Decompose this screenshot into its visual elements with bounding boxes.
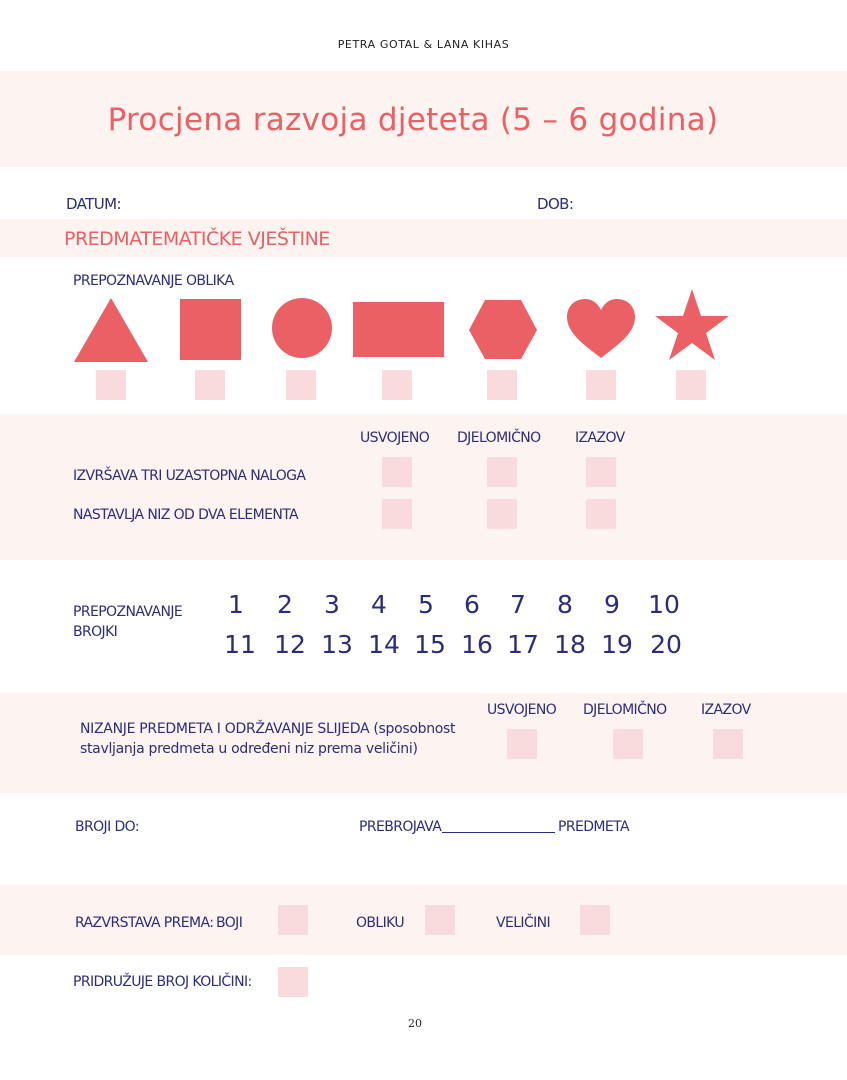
hexagon-shape bbox=[469, 300, 537, 359]
square-shape bbox=[180, 299, 241, 360]
sorting-checkbox-color[interactable] bbox=[278, 905, 308, 935]
seriation-checkbox-challenge[interactable] bbox=[713, 729, 743, 759]
number-3: 3 bbox=[324, 590, 340, 619]
shape-checkbox-hexagon[interactable] bbox=[487, 370, 517, 400]
number-11: 11 bbox=[224, 630, 256, 659]
date-label: DATUM: bbox=[66, 195, 121, 213]
shapes-label: PREPOZNAVANJE OBLIKA bbox=[73, 273, 234, 289]
task2-checkbox-acquired[interactable] bbox=[382, 499, 412, 529]
sorting-option-color: BOJI bbox=[216, 915, 243, 931]
triangle-shape bbox=[74, 298, 148, 362]
sorting-option-size: VELIČINI bbox=[496, 915, 551, 931]
rectangle-shape bbox=[353, 302, 444, 357]
seriation-column-challenge: IZAZOV bbox=[701, 702, 751, 718]
number-9: 9 bbox=[604, 590, 620, 619]
task-row-label: IZVRŠAVA TRI UZASTOPNA NALOGA bbox=[73, 468, 306, 484]
seriation-column-acquired: USVOJENO bbox=[487, 702, 557, 718]
number-20: 20 bbox=[650, 630, 682, 659]
sorting-label: RAZVRSTAVA PREMA: bbox=[75, 915, 214, 931]
shape-checkbox-rectangle[interactable] bbox=[382, 370, 412, 400]
page-number: 20 bbox=[408, 1017, 422, 1030]
seriation-column-partial: DJELOMIČNO bbox=[583, 702, 667, 718]
number-18: 18 bbox=[554, 630, 586, 659]
number-4: 4 bbox=[371, 590, 387, 619]
shape-checkbox-square[interactable] bbox=[195, 370, 225, 400]
author-header: PETRA GOTAL & LANA KIHAS bbox=[337, 38, 510, 51]
heart-icon bbox=[566, 299, 636, 359]
shape-checkbox-triangle[interactable] bbox=[96, 370, 126, 400]
matching-checkbox[interactable] bbox=[278, 967, 308, 997]
page-title: Procjena razvoja djeteta (5 – 6 godina) bbox=[107, 102, 719, 138]
number-1: 1 bbox=[228, 590, 244, 619]
rectangle-icon bbox=[353, 302, 445, 358]
seriation-checkbox-acquired[interactable] bbox=[507, 729, 537, 759]
task1-checkbox-partial[interactable] bbox=[487, 457, 517, 487]
matching-label: PRIDRUŽUJE BROJ KOLIČINI: bbox=[73, 974, 252, 990]
shape-checkbox-heart[interactable] bbox=[586, 370, 616, 400]
number-7: 7 bbox=[510, 590, 526, 619]
triangle-icon bbox=[73, 298, 149, 364]
circle-icon bbox=[271, 297, 333, 359]
shape-checkbox-circle[interactable] bbox=[286, 370, 316, 400]
seriation-text-line2: stavljanja predmeta u određeni niz prema veličini) bbox=[80, 741, 418, 757]
circle-shape bbox=[272, 298, 332, 358]
number-12: 12 bbox=[274, 630, 306, 659]
number-14: 14 bbox=[368, 630, 400, 659]
seriation-text-line1: NIZANJE PREDMETA I ODRŽAVANJE SLIJEDA (sposobnost bbox=[80, 721, 456, 737]
number-8: 8 bbox=[557, 590, 573, 619]
number-19: 19 bbox=[601, 630, 633, 659]
sorting-checkbox-size[interactable] bbox=[580, 905, 610, 935]
age-label: DOB: bbox=[537, 195, 574, 213]
number-17: 17 bbox=[507, 630, 539, 659]
numbers-label-line1: PREPOZNAVANJE bbox=[73, 604, 183, 620]
task2-checkbox-challenge[interactable] bbox=[586, 499, 616, 529]
number-5: 5 bbox=[418, 590, 434, 619]
counts-prefix: PREBROJAVA bbox=[359, 819, 442, 835]
tasks-column-challenge: IZAZOV bbox=[575, 430, 625, 446]
counts-blank-line[interactable] bbox=[442, 832, 555, 833]
section-title: PREDMATEMATIČKE VJEŠTINE bbox=[64, 228, 330, 250]
number-2: 2 bbox=[277, 590, 293, 619]
task2-checkbox-partial[interactable] bbox=[487, 499, 517, 529]
number-10: 10 bbox=[648, 590, 680, 619]
counts-suffix: PREDMETA bbox=[558, 819, 629, 835]
number-6: 6 bbox=[464, 590, 480, 619]
counts-to-label: BROJI DO: bbox=[75, 819, 139, 835]
task1-checkbox-acquired[interactable] bbox=[382, 457, 412, 487]
sorting-checkbox-shape[interactable] bbox=[425, 905, 455, 935]
hexagon-icon bbox=[468, 300, 538, 360]
task1-checkbox-challenge[interactable] bbox=[586, 457, 616, 487]
sorting-option-shape: OBLIKU bbox=[356, 915, 405, 931]
shape-checkbox-star[interactable] bbox=[676, 370, 706, 400]
seriation-checkbox-partial[interactable] bbox=[613, 729, 643, 759]
star-icon bbox=[654, 289, 730, 361]
number-16: 16 bbox=[461, 630, 493, 659]
tasks-column-acquired: USVOJENO bbox=[360, 430, 430, 446]
square-icon bbox=[180, 299, 242, 361]
task-row-label: NASTAVLJA NIZ OD DVA ELEMENTA bbox=[73, 507, 299, 523]
tasks-column-partial: DJELOMIČNO bbox=[457, 430, 541, 446]
heart-shape bbox=[567, 299, 635, 358]
number-15: 15 bbox=[414, 630, 446, 659]
star-shape bbox=[655, 289, 729, 360]
number-13: 13 bbox=[321, 630, 353, 659]
numbers-label-line2: BROJKI bbox=[73, 624, 118, 640]
